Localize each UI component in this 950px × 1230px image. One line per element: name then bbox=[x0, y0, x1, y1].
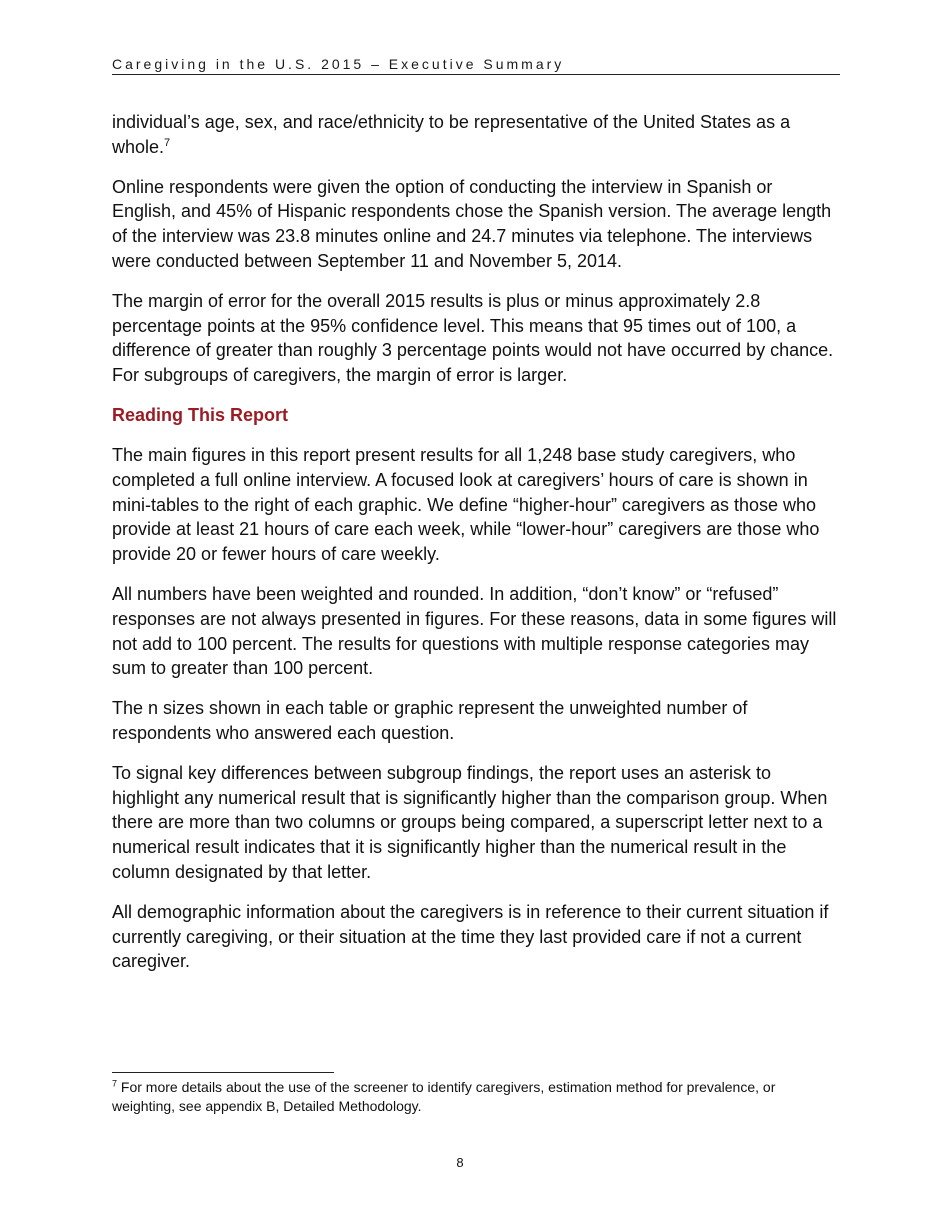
body-text bbox=[112, 110, 840, 989]
paragraph-n-sizes: The n sizes shown in each table or graphic represent the unweighted number of respondents who answered each question. bbox=[112, 698, 748, 743]
running-header: Caregiving in the U.S. 2015 – Executive Summary bbox=[112, 56, 565, 72]
paragraph-interview-language: Online respondents were given the option of conducting the interview in Spanish or English, and 45% of Hispanic respondents chose the Spanish version. The average length of the interview was 23.8 minutes online and 24.7 minutes via telephone. The interviews were conducted between September 11 and November 5, 2014. bbox=[112, 176, 832, 271]
paragraph-representative bbox=[112, 110, 840, 160]
paragraph-weighting: All numbers have been weighted and rounded. In addition, “don’t know” or “refused” responses are not always presented in figures. For these reasons, data in some figures will not add to 100 percent. The results for questions with multiple response categories may sum to greater than 100 percent. bbox=[112, 583, 837, 679]
footnote bbox=[112, 1078, 840, 1116]
footnote-text: For more details about the use of the screener to identify caregivers, estimation method for prevalence, or weighting, see appendix B, Detailed Methodology. bbox=[112, 1079, 776, 1114]
page-number: 8 bbox=[456, 1155, 464, 1170]
header-divider bbox=[112, 74, 840, 75]
section-heading-reading-report: Reading This Report bbox=[112, 404, 289, 425]
paragraph-main-figures: The main figures in this report present results for all 1,248 base study caregivers, who completed a full online interview. A focused look at caregivers’ hours of care is shown in mini-tables to the right of each graphic. We define “higher-hour” caregivers as those who provide at least 21 hours of care each week, while “lower-hour” caregivers are those who provide 20 or fewer hours of care weekly. bbox=[112, 444, 820, 565]
footnote-number: 7 bbox=[112, 1078, 118, 1089]
paragraph-significance: To signal key differences between subgroup findings, the report uses an asterisk to highlight any numerical result that is significantly higher than the comparison group. When there are more than two columns or groups being compared, a superscript letter next to a numerical result indicates that it is significantly higher than the numerical result in the column designated by that letter. bbox=[112, 762, 828, 882]
paragraph-demographics: All demographic information about the caregivers is in reference to their current situation if currently caregiving, or their situation at the time they last provided care if not a current caregiver. bbox=[112, 901, 829, 972]
footnote-reference[interactable]: 7 bbox=[164, 136, 171, 149]
paragraph-text: individual’s age, sex, and race/ethnicity to be representative of the United States as a whole. bbox=[112, 112, 791, 157]
paragraph-margin-of-error: The margin of error for the overall 2015 results is plus or minus approximately 2.8 percentage points at the 95% confidence level. This means that 95 times out of 100, a difference of greater than roughly 3 percentage points would not have occurred by chance. For subgroups of caregivers, the margin of error is larger. bbox=[112, 290, 834, 386]
footnote-divider bbox=[112, 1072, 334, 1073]
